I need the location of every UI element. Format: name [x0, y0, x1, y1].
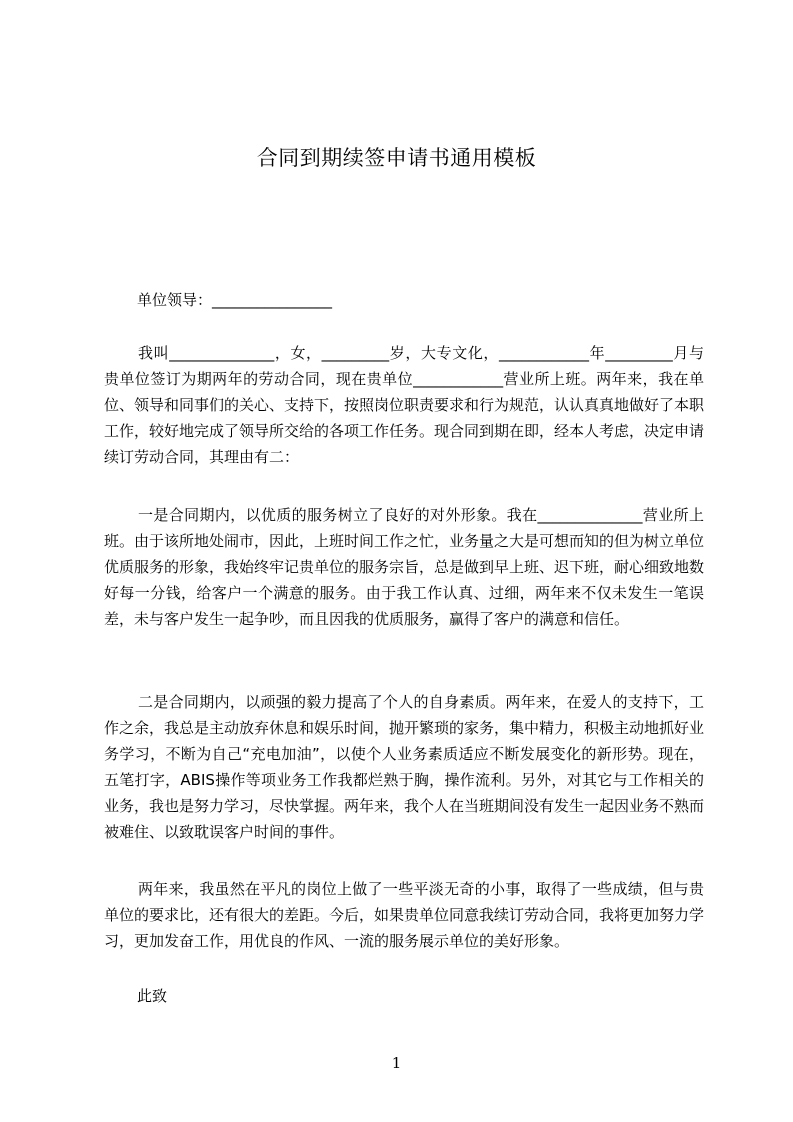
paragraph-text: 二是合同期内，以顽强的毅力提高了个人的自身素质。两年来，在爱人的支持下，工作之余，我总是主动放弃休息和娱乐时间，抛开繁琐的家务，集中精力，积极主动地抓好业务学习，不断为自己“充电加油”，以使个人业务素质适应不断发展变化的新形势。现在，五笔打字，ABIS操作等项业务工作我都烂熟于胸，操作流利。另外，对其它与工作相关的业务，我也是努力学习，尽快掌握。两年来，我个人在当班期间没有发生一起因业务不熟而被难住、以致耽误客户时间的事件。 — [104, 693, 705, 841]
paragraph-text: 我叫______________，女，_________岁，大专文化，____________年_________月与贵单位签订为期两年的劳动合同，现在贵单位____________营业所上班。两年来，我在单位、领导和同事们的关心、支持下，按照岗位职责要求和行为规范，认认真真地做好了本职工作，较好地完成了领导所交给的各项工作任务。现合同到期在即，经本人考虑，决定申请续订劳动合同，其理由有二： — [104, 344, 705, 466]
paragraph-4 — [104, 876, 704, 954]
page-number: 1 — [391, 1054, 402, 1072]
paragraph-text: 一是合同期内，以优质的服务树立了良好的对外形象。我在______________营业所上班。由于该所地处闹市，因此，上班时间工作之忙，业务量之大是可想而知的但为树立单位优质服务的形象，我始终牢记贵单位的服务宗旨，总是做到早上班、迟下班，耐心细致地数好每一分钱，给客户一个满意的服务。由于我工作认真、过细，两年来不仅未发生一笔误差，未与客户发生一起争吵，而且因我的优质服务，赢得了客户的满意和信任。 — [104, 506, 705, 628]
paragraph-1 — [104, 340, 704, 470]
paragraph-text: 两年来，我虽然在平凡的岗位上做了一些平淡无奇的小事，取得了一些成绩，但与贵单位的要求比，还有很大的差距。今后，如果贵单位同意我续订劳动合同，我将更加努力学习，更加发奋工作，用优良的作风、一流的服务展示单位的美好形象。 — [104, 880, 705, 950]
salutation: 单位领导：________________ — [137, 291, 333, 309]
paragraph-2 — [104, 502, 704, 632]
closing-text: 此致 — [137, 987, 168, 1005]
paragraph-3 — [104, 689, 704, 845]
document-title: 合同到期续签申请书通用模板 — [256, 146, 537, 170]
